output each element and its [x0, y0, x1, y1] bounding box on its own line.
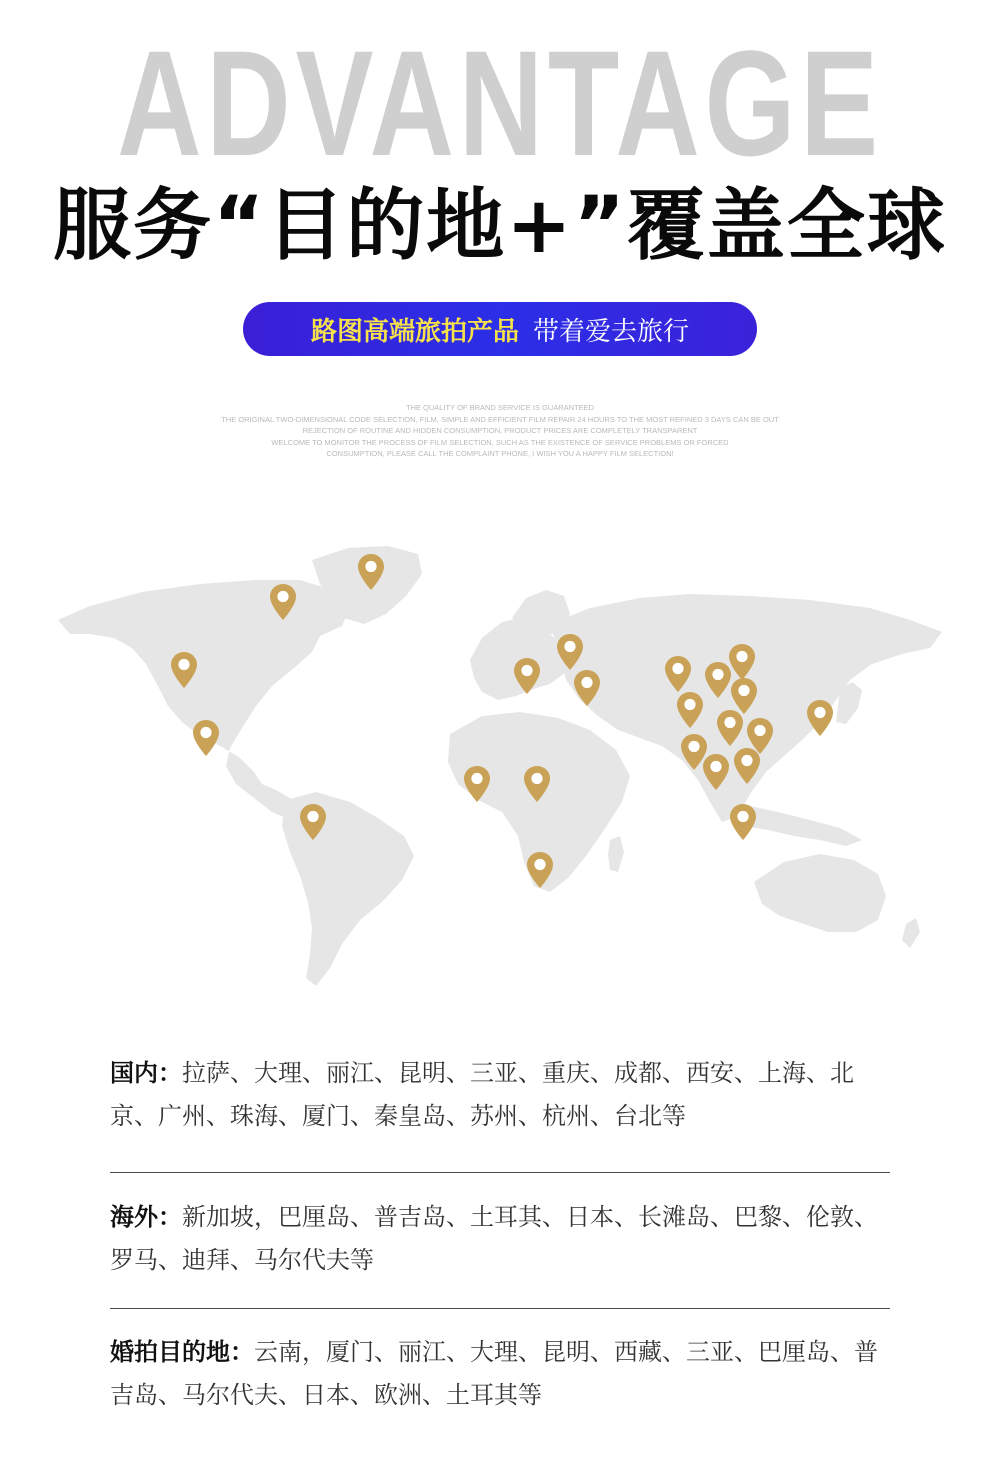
section-divider	[110, 1308, 890, 1309]
fine-print-line: THE QUALITY OF BRAND SERVICE IS GUARANTEED	[405, 403, 595, 412]
wedding-destinations	[110, 1331, 890, 1417]
world-map	[50, 540, 950, 1000]
fine-print-line: REJECTION OF ROUTINE AND HIDDEN CONSUMPTION, PRODUCT PRICES ARE COMPLETELY TRANSPARENT	[302, 426, 698, 435]
overseas-label: 海外：	[110, 1203, 182, 1231]
new-zealand-shape	[902, 918, 920, 948]
section-divider	[110, 1172, 890, 1173]
location-pin-icon	[193, 720, 219, 756]
madagascar-shape	[608, 836, 624, 872]
domestic-label: 国内：	[110, 1059, 182, 1087]
overseas-list: 新加坡，巴厘岛、普吉岛、土耳其、日本、长滩岛、巴黎、伦敦、罗马、迪拜、马尔代夫等	[110, 1203, 878, 1274]
australia-shape	[754, 854, 886, 932]
wedding-label: 婚拍目的地：	[110, 1338, 254, 1366]
wedding-list: 云南，厦门、丽江、大理、昆明、西藏、三亚、巴厘岛、普吉岛、马尔代夫、日本、欧洲、土耳其等	[110, 1338, 878, 1409]
slogan-strong-text: 路图高端旅拍产品	[310, 316, 519, 347]
fine-print-line: CONSUMPTION, PLEASE CALL THE COMPLAINT PHONE, I WISH YOU A HAPPY FILM SELECTION!	[326, 449, 674, 458]
overseas-destinations	[110, 1196, 890, 1282]
location-pin-icon	[730, 804, 756, 840]
domestic-destinations	[110, 1052, 890, 1138]
north-america-shape	[58, 580, 350, 818]
fine-print-line: WELCOME TO MONITOR THE PROCESS OF FILM SELECTION, SUCH AS THE EXISTENCE OF SERVICE PROBLEMS OR FORCED	[271, 437, 729, 447]
slogan-pill	[243, 302, 757, 356]
domestic-list: 拉萨、大理、丽江、昆明、三亚、重庆、成都、西安、上海、北京、广州、珠海、厦门、秦皇岛、苏州、杭州、台北等	[110, 1059, 854, 1130]
land-masses	[58, 546, 942, 986]
slogan-light-text: 带着爱去旅行	[533, 316, 690, 347]
hero-background-word: ADVANTAGE	[117, 19, 883, 187]
fine-print-block	[150, 402, 850, 460]
page-title: 服务“目的地+”覆盖全球	[53, 181, 947, 271]
fine-print-line: THE ORIGINAL TWO-DIMENSIONAL CODE SELECTION, FILM, SIMPLE AND EFFICIENT FILM REPAIR 24 HOURS TO THE MOST REFINED 3 DAYS CAN BE OUT	[221, 414, 779, 424]
